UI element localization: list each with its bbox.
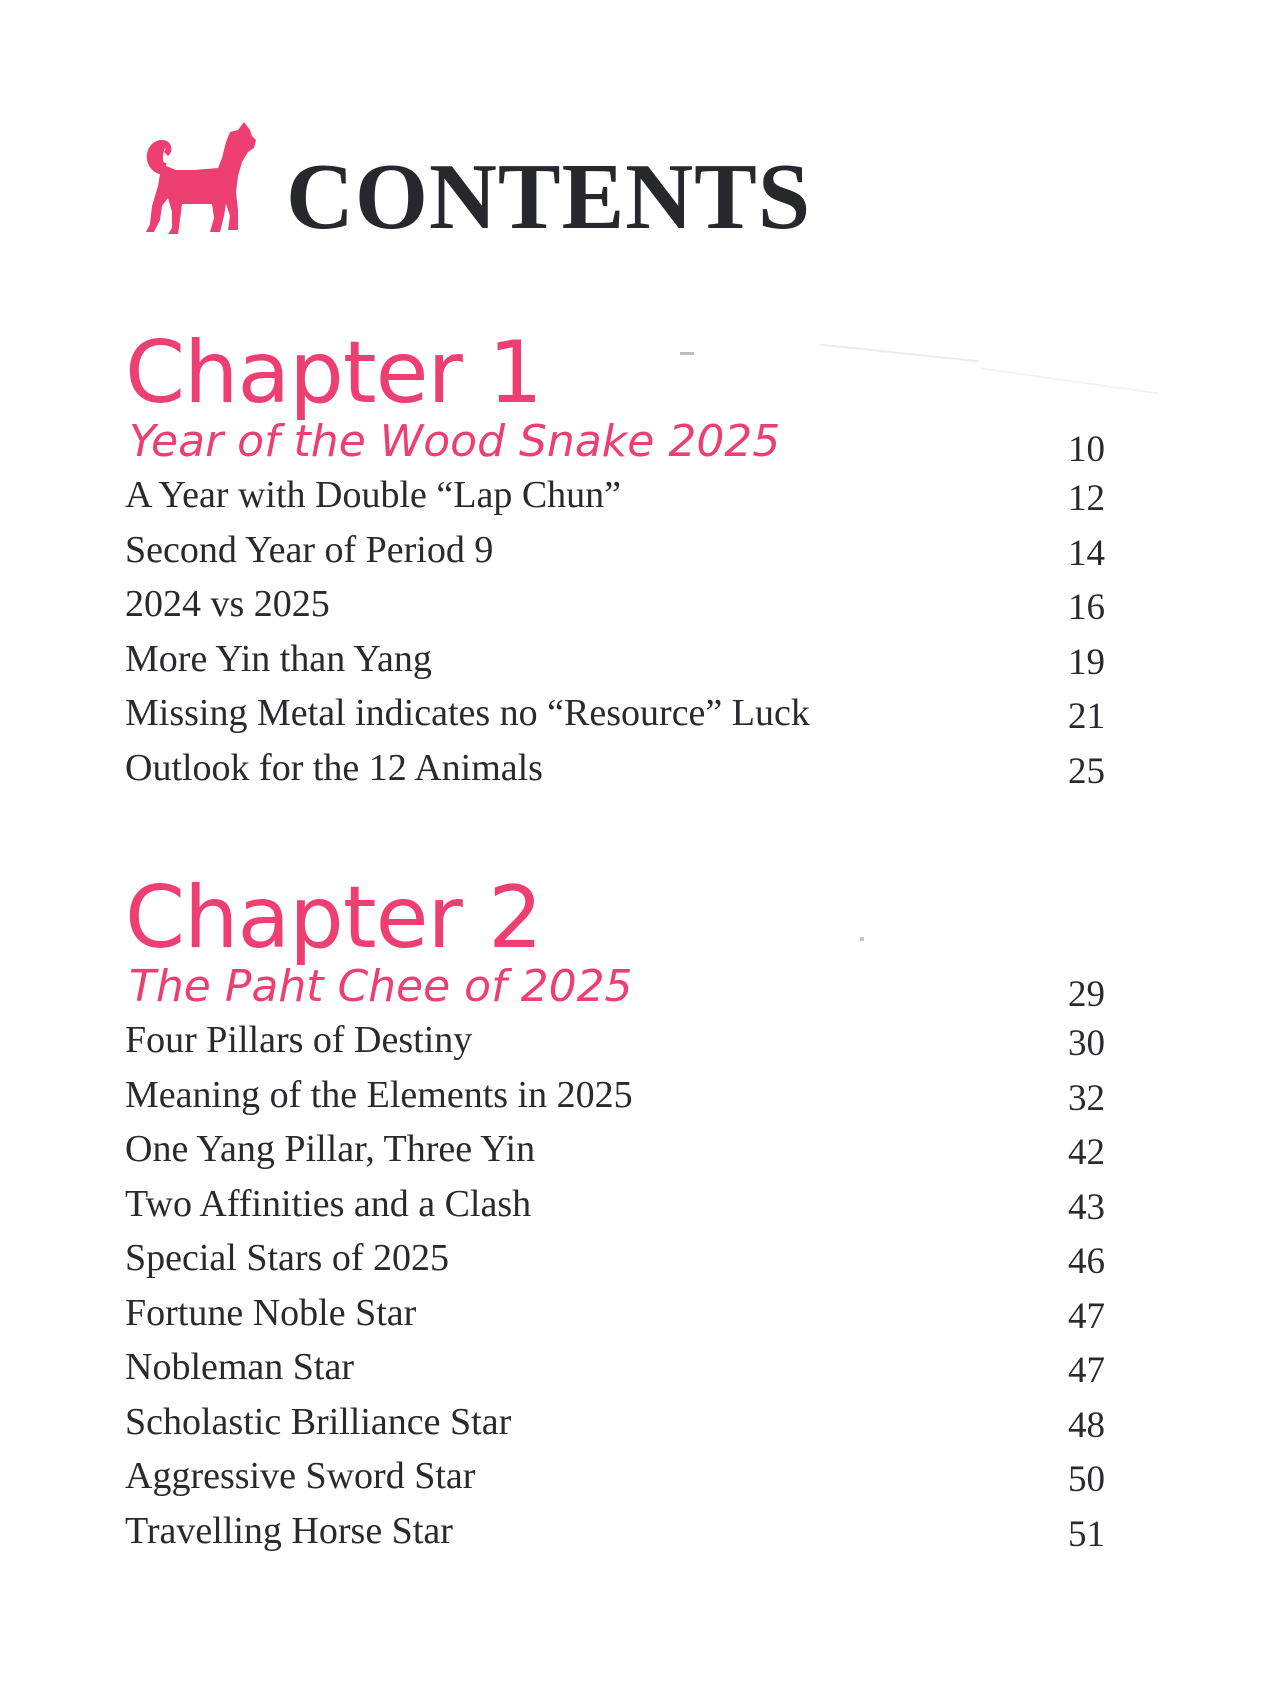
chapter-2: [125, 868, 1105, 1558]
page-number: 50: [1068, 1459, 1105, 1500]
page-number: 19: [1068, 641, 1105, 683]
toc-item[interactable]: [125, 577, 1105, 632]
toc-item-title: Nobleman Star: [125, 1346, 355, 1388]
toc-item[interactable]: [125, 1068, 1105, 1123]
toc-item[interactable]: [125, 1013, 1105, 1068]
page-number: 46: [1068, 1241, 1105, 1282]
page-number: 47: [1068, 1295, 1105, 1337]
page-number: 51: [1068, 1513, 1105, 1555]
toc-item-title: Travelling Horse Star: [125, 1509, 453, 1552]
toc-item-title: Special Stars of 2025: [125, 1237, 450, 1279]
page-number: 16: [1068, 587, 1105, 628]
toc-item[interactable]: [125, 1504, 1105, 1559]
toc-item[interactable]: [125, 1177, 1105, 1232]
page-number: 43: [1068, 1186, 1105, 1228]
toc-item-title: Fortune Noble Star: [125, 1291, 417, 1334]
page-number: 21: [1068, 696, 1105, 737]
toc-item-title: Outlook for the 12 Animals: [125, 746, 543, 789]
page-number: 47: [1068, 1350, 1105, 1391]
toc-item-title: Meaning of the Elements in 2025: [125, 1073, 633, 1116]
page-number: 29: [1068, 974, 1105, 1015]
chapter-subtitle-row[interactable]: [125, 961, 1105, 1013]
toc-item[interactable]: [125, 1231, 1105, 1286]
toc-item[interactable]: [125, 632, 1105, 687]
toc-item-title: A Year with Double “Lap Chun”: [125, 474, 622, 516]
page-number: 10: [1068, 429, 1105, 470]
toc-item-title: Second Year of Period 9: [125, 528, 494, 571]
toc-item-title: One Yang Pillar, Three Yin: [125, 1128, 536, 1170]
toc-item[interactable]: [125, 468, 1105, 523]
toc-item[interactable]: [125, 1286, 1105, 1341]
page-number: 30: [1068, 1023, 1105, 1064]
toc-item[interactable]: [125, 741, 1105, 796]
chapter-heading: Chapter 1: [125, 323, 542, 423]
toc-item[interactable]: [125, 1122, 1105, 1177]
page-number: 48: [1068, 1404, 1105, 1446]
toc-list: [125, 1013, 1105, 1558]
toc-item-title: Scholastic Brilliance Star: [125, 1400, 512, 1443]
chapter-subtitle: The Paht Chee of 2025: [129, 961, 633, 1012]
toc-list: [125, 468, 1105, 795]
toc-item[interactable]: [125, 1340, 1105, 1395]
toc-item[interactable]: [125, 523, 1105, 578]
dog-icon: [138, 120, 268, 250]
page-number: 14: [1068, 532, 1105, 574]
chapter-subtitle: Year of the Wood Snake 2025: [129, 416, 781, 467]
toc-item[interactable]: [125, 686, 1105, 741]
toc-item-title: Two Affinities and a Clash: [125, 1182, 532, 1225]
toc-item-title: More Yin than Yang: [125, 637, 432, 680]
toc-item-title: 2024 vs 2025: [125, 583, 330, 625]
chapter-heading: Chapter 2: [125, 868, 542, 968]
page-number: 12: [1068, 478, 1105, 519]
toc-item[interactable]: [125, 1449, 1105, 1504]
toc-item-title: Four Pillars of Destiny: [125, 1019, 473, 1061]
page-title: CONTENTS: [286, 145, 812, 249]
toc-item[interactable]: [125, 1395, 1105, 1450]
toc-item-title: Aggressive Sword Star: [125, 1455, 476, 1497]
page-number: 32: [1068, 1077, 1105, 1119]
toc-item-title: Missing Metal indicates no “Resource” Luck: [125, 692, 810, 734]
page-number: 42: [1068, 1132, 1105, 1173]
chapter-subtitle-row[interactable]: [125, 416, 1105, 468]
page-number: 25: [1068, 750, 1105, 792]
chapter-1: [125, 323, 1105, 795]
